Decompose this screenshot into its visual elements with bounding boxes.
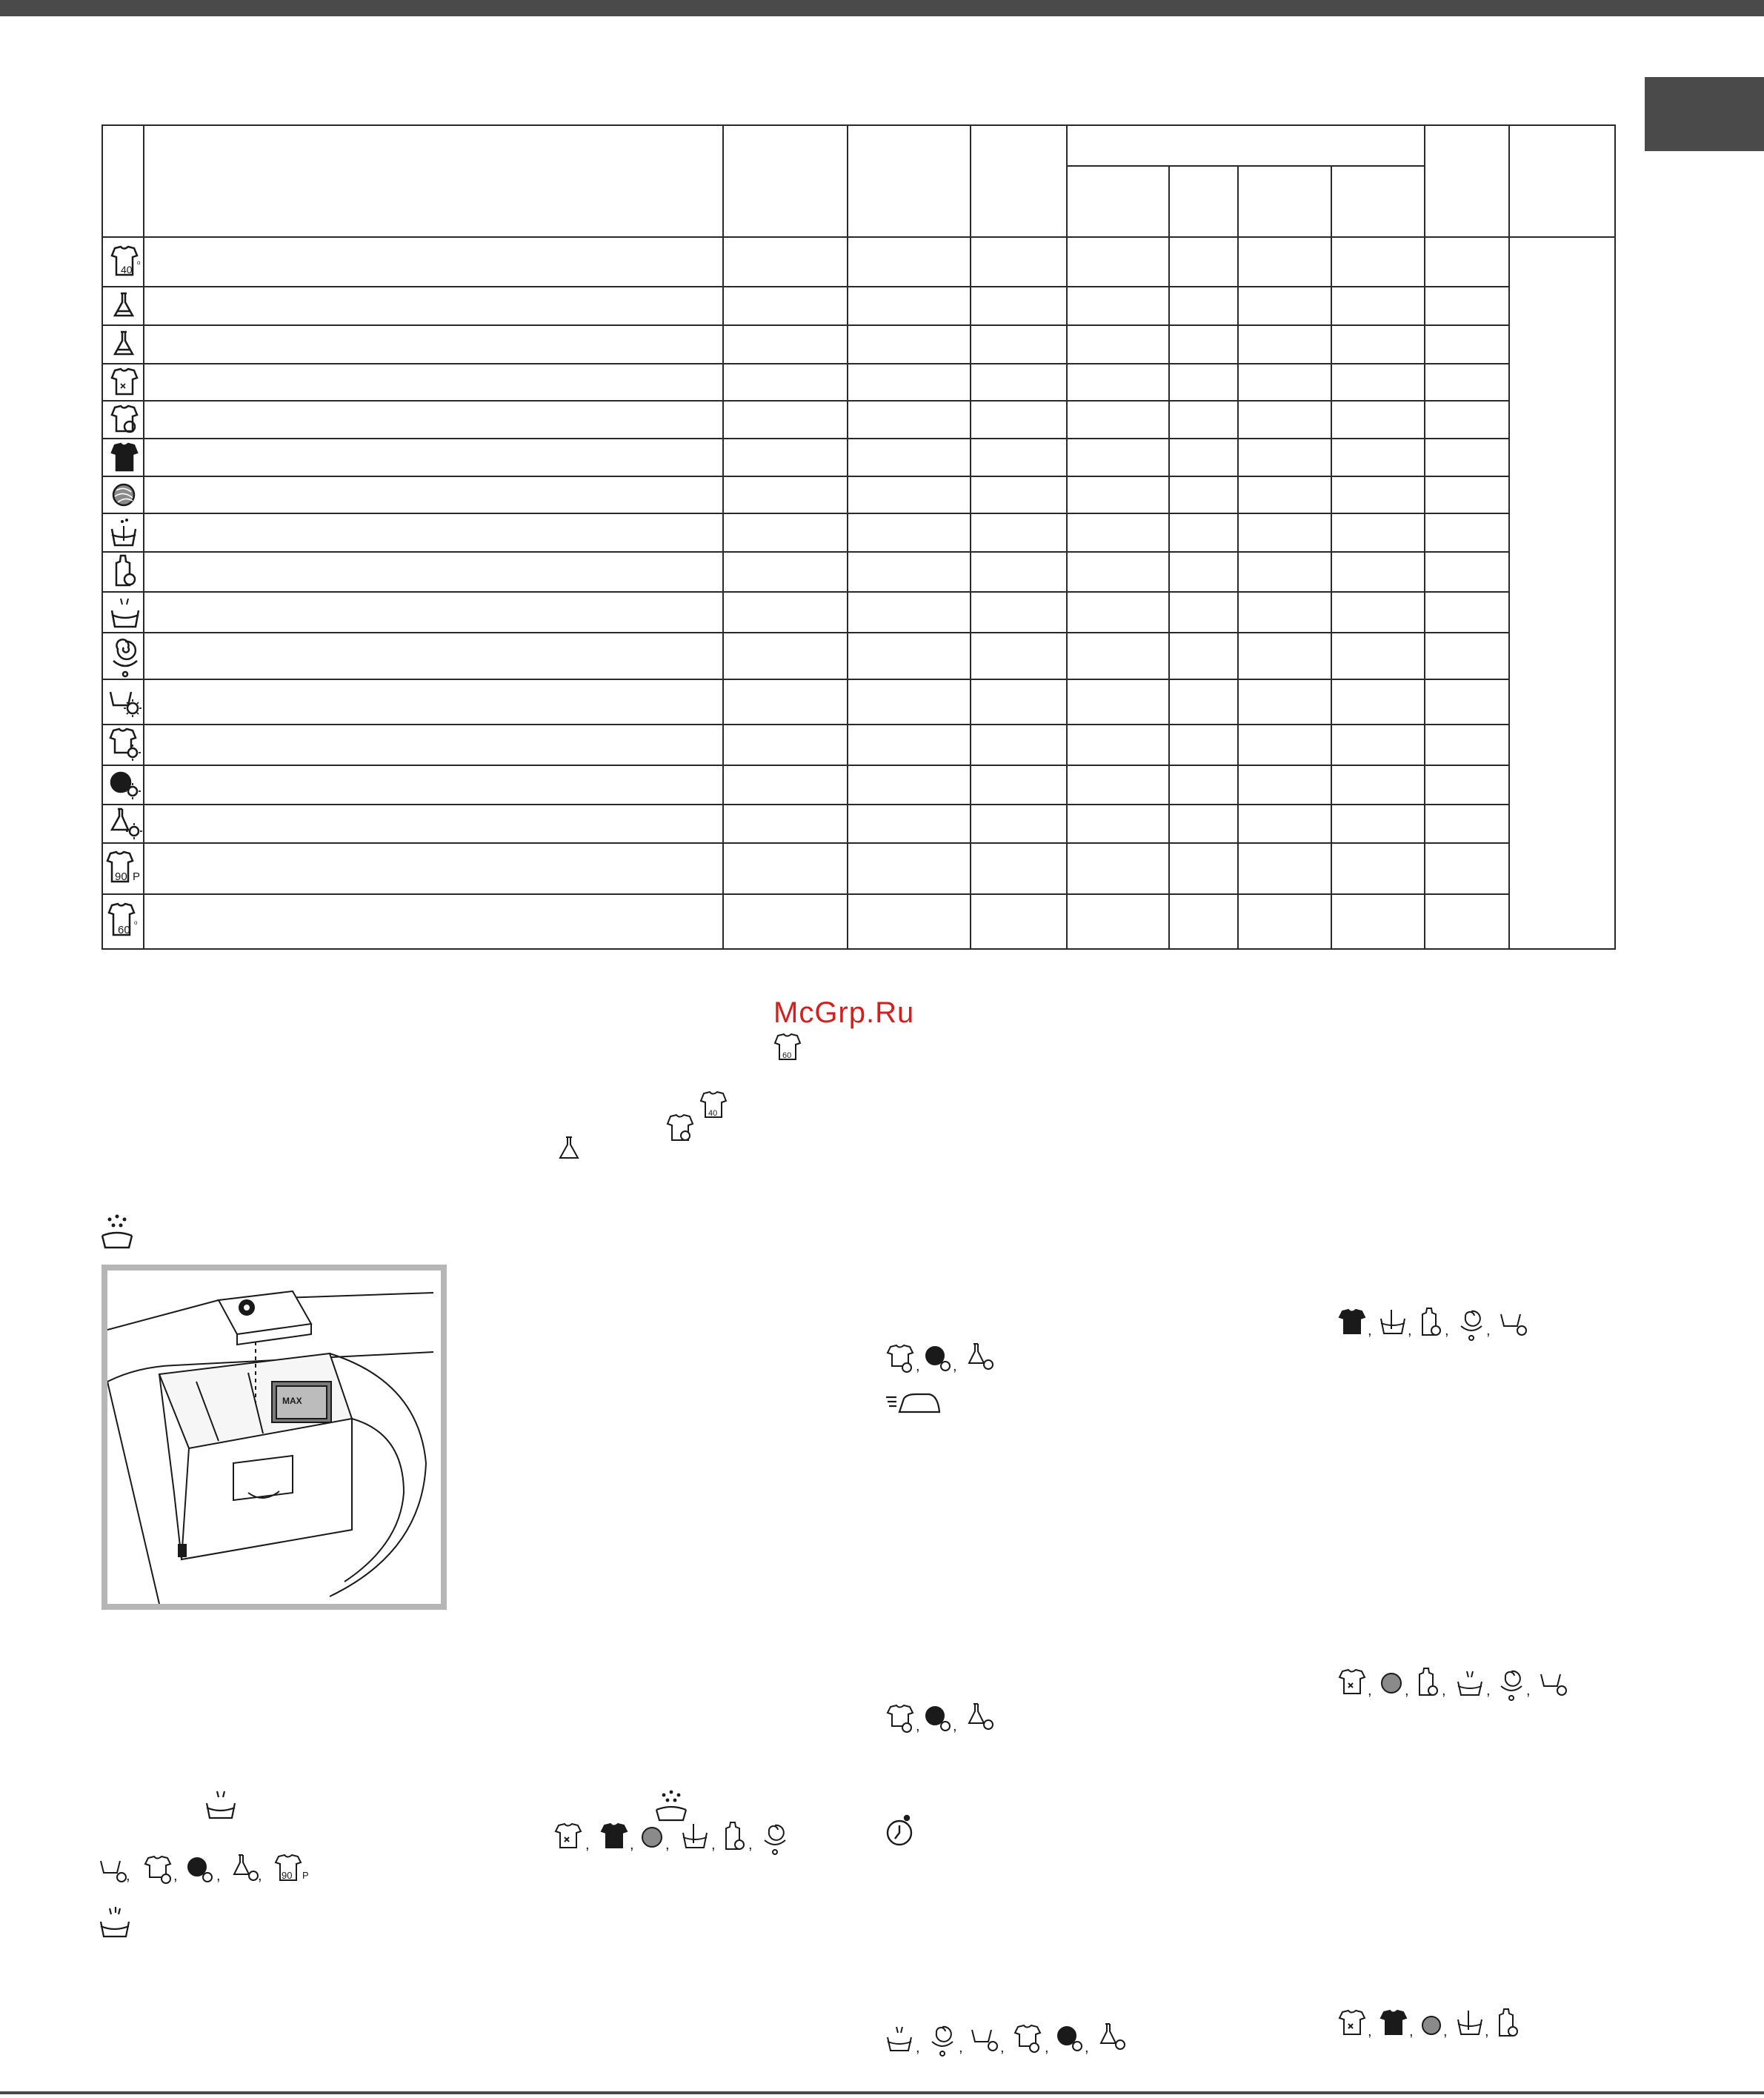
- svg-text:40: 40: [121, 264, 133, 276]
- svg-text:P: P: [133, 870, 141, 883]
- cotton-40-icon: [112, 247, 141, 276]
- svg-text:,: ,: [953, 1718, 957, 1734]
- svg-text:60: 60: [782, 1051, 792, 1060]
- svg-text:,: ,: [1368, 1682, 1372, 1699]
- synthetics-flask-icon: [115, 293, 133, 316]
- eco-icons-row: [886, 2024, 1138, 2059]
- svg-text:,: ,: [1485, 2023, 1489, 2039]
- program-icons-row: [1338, 1668, 1582, 1705]
- cotton-40-icon: [699, 1092, 729, 1122]
- eco-icons-row: [886, 1704, 1005, 1738]
- programs-table: [101, 124, 1616, 950]
- dark-shirt-icon: [112, 444, 137, 470]
- svg-text:,: ,: [1443, 2023, 1448, 2039]
- program-icons-row: [554, 1822, 799, 1859]
- svg-text:,: ,: [1486, 1322, 1491, 1339]
- svg-text:P: P: [302, 1870, 309, 1881]
- svg-text:,: ,: [916, 1718, 920, 1734]
- top-bar: [0, 0, 1764, 16]
- svg-text:,: ,: [1409, 2023, 1414, 2039]
- svg-text:40: 40: [708, 1109, 718, 1118]
- mixed-shirt-icon: [112, 369, 137, 394]
- eco-shirt-sun-icon: [110, 729, 141, 761]
- eco-ball-sun-icon: [111, 773, 141, 799]
- svg-text:,: ,: [216, 1868, 221, 1884]
- svg-text:90: 90: [282, 1870, 293, 1881]
- svg-text:,: ,: [1526, 1682, 1531, 1699]
- eco-icons-row: [886, 1344, 1005, 1378]
- baby-shirt-icon: [666, 1115, 696, 1145]
- timer-icon: [886, 1815, 916, 1848]
- watermark: McGrp.Ru: [773, 996, 915, 1029]
- svg-text:,: ,: [173, 1868, 178, 1884]
- cotton-90p-icon: [107, 852, 140, 883]
- iron-icon: [886, 1390, 941, 1416]
- cotton-60-icon: [109, 904, 138, 936]
- svg-text:90: 90: [115, 870, 127, 883]
- cotton-60-icon: [773, 1034, 803, 1064]
- svg-text:,: ,: [1368, 1322, 1372, 1339]
- prewash-detergent-icon: [99, 1215, 136, 1252]
- prewash-basin-icon: [99, 1907, 132, 1939]
- baby-bottle-icon: [116, 556, 135, 585]
- svg-text:o: o: [137, 259, 141, 266]
- bottom-rule: [0, 2091, 1764, 2094]
- svg-text:,: ,: [1486, 1682, 1491, 1699]
- svg-text:,: ,: [1045, 2039, 1049, 2056]
- svg-text:o: o: [134, 919, 138, 926]
- svg-text:,: ,: [126, 1868, 130, 1884]
- svg-text:60: 60: [118, 924, 130, 936]
- svg-text:,: ,: [1085, 2039, 1089, 2056]
- svg-text:,: ,: [959, 2039, 963, 2056]
- baby-shirt-icon: [112, 406, 137, 432]
- svg-text:,: ,: [665, 1836, 670, 1853]
- prewash-detergent-icon: [655, 1791, 688, 1823]
- svg-text:,: ,: [748, 1836, 753, 1853]
- section-tab: [1645, 77, 1764, 151]
- hand-wash-basin-icon: [112, 599, 139, 627]
- eco-flask-sun-icon: [112, 809, 142, 839]
- eco-icons-row: [99, 1855, 322, 1889]
- svg-text:,: ,: [916, 2039, 920, 2056]
- hand-wash-basin-icon: [205, 1791, 238, 1821]
- svg-text:,: ,: [1445, 1322, 1449, 1339]
- svg-text:,: ,: [1405, 1682, 1409, 1699]
- detergent-drawer-figure: [101, 1265, 447, 1610]
- svg-text:,: ,: [630, 1836, 634, 1853]
- synthetics-flask-icon: [557, 1137, 581, 1161]
- svg-text:,: ,: [1368, 2023, 1372, 2039]
- wool-icon: [113, 484, 134, 505]
- svg-text:,: ,: [916, 1358, 920, 1374]
- svg-text:,: ,: [953, 1358, 957, 1374]
- svg-text:,: ,: [1000, 2039, 1005, 2056]
- svg-text:,: ,: [258, 1868, 262, 1884]
- svg-text:,: ,: [711, 1836, 716, 1853]
- soak-stain-icon: [112, 519, 136, 545]
- program-icons-row: [1338, 1308, 1545, 1345]
- synthetics-flask-icon: [115, 332, 133, 354]
- svg-text:,: ,: [1442, 1682, 1446, 1699]
- spin-drain-icon: [113, 639, 137, 676]
- svg-text:,: ,: [1408, 1322, 1412, 1339]
- svg-text:MAX: MAX: [282, 1396, 302, 1406]
- program-icons-row: [1338, 2009, 1545, 2046]
- eco-basin-sun-icon: [110, 692, 142, 717]
- svg-text:,: ,: [585, 1836, 590, 1853]
